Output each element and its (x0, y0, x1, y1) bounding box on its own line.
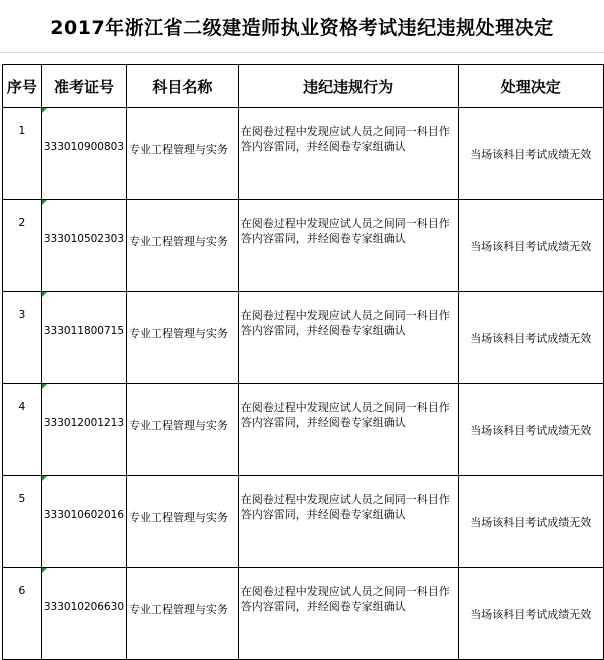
cell-violation[interactable] (238, 108, 458, 200)
number-as-text-indicator-icon (42, 200, 47, 205)
header-row (3, 65, 604, 108)
cell-exam-id-text: 333010602016 (43, 509, 125, 521)
header-violation[interactable]: 违纪违规行为 (238, 65, 458, 108)
cell-violation-text: 在阅卷过程中发现应试人员之间同一科目作答内容雷同，并经阅卷专家组确认 (240, 401, 450, 429)
cell-exam-id-text: 333010206630 (43, 601, 125, 613)
cell-violation[interactable] (238, 200, 458, 292)
cell-decision-text: 当场该科目考试成绩无效 (470, 147, 592, 161)
cell-decision-text: 当场该科目考试成绩无效 (470, 607, 592, 621)
cell-subject-text: 专业工程管理与实务 (129, 143, 229, 156)
cell-seq-text: 2 (18, 216, 26, 229)
cell-seq-text: 4 (18, 400, 26, 413)
cell-violation[interactable] (238, 568, 458, 660)
cell-decision-text: 当场该科目考试成绩无效 (470, 515, 592, 529)
cell-seq-text: 3 (18, 308, 26, 321)
cell-exam-id[interactable] (41, 568, 126, 660)
table-row (3, 108, 604, 200)
cell-seq[interactable] (3, 384, 42, 476)
number-as-text-indicator-icon (42, 108, 47, 113)
number-as-text-indicator-icon (42, 292, 47, 297)
cell-seq-text: 1 (18, 124, 26, 137)
cell-subject-text: 专业工程管理与实务 (129, 603, 229, 616)
cell-exam-id[interactable] (41, 476, 126, 568)
header-subject[interactable]: 科目名称 (127, 65, 239, 108)
cell-decision-text: 当场该科目考试成绩无效 (470, 239, 592, 253)
cell-violation[interactable] (238, 292, 458, 384)
header-decision[interactable]: 处理决定 (458, 65, 603, 108)
cell-exam-id-text: 333012001213 (43, 417, 125, 429)
cell-exam-id[interactable] (41, 292, 126, 384)
cell-decision[interactable] (458, 476, 603, 568)
cell-subject-text: 专业工程管理与实务 (129, 419, 229, 432)
cell-decision[interactable] (458, 384, 603, 476)
number-as-text-indicator-icon (42, 476, 47, 481)
cell-violation-text: 在阅卷过程中发现应试人员之间同一科目作答内容雷同，并经阅卷专家组确认 (240, 493, 450, 521)
cell-seq[interactable] (3, 292, 42, 384)
cell-subject-text: 专业工程管理与实务 (129, 327, 229, 340)
cell-exam-id-text: 333011800715 (43, 325, 125, 337)
cell-subject[interactable] (127, 568, 239, 660)
cell-decision-text: 当场该科目考试成绩无效 (470, 423, 592, 437)
table-row (3, 200, 604, 292)
cell-violation-text: 在阅卷过程中发现应试人员之间同一科目作答内容雷同，并经阅卷专家组确认 (240, 217, 450, 245)
sheet-title[interactable]: 2017年浙江省二级建造师执业资格考试违纪违规处理决定 (0, 0, 604, 53)
violations-table (2, 64, 604, 660)
cell-subject[interactable] (127, 476, 239, 568)
cell-subject[interactable] (127, 200, 239, 292)
header-exam-id[interactable]: 准考证号 (41, 65, 126, 108)
cell-exam-id-text: 333010502303 (43, 233, 125, 245)
table-body (3, 108, 604, 660)
cell-violation-text: 在阅卷过程中发现应试人员之间同一科目作答内容雷同，并经阅卷专家组确认 (240, 125, 450, 153)
cell-subject[interactable] (127, 292, 239, 384)
cell-subject-text: 专业工程管理与实务 (129, 511, 229, 524)
number-as-text-indicator-icon (42, 568, 47, 573)
cell-exam-id-text: 333010900803 (43, 141, 125, 153)
table-row (3, 384, 604, 476)
cell-exam-id[interactable] (41, 108, 126, 200)
cell-violation-text: 在阅卷过程中发现应试人员之间同一科目作答内容雷同，并经阅卷专家组确认 (240, 585, 450, 613)
cell-seq[interactable] (3, 568, 42, 660)
cell-subject[interactable] (127, 384, 239, 476)
header-seq[interactable]: 序号 (3, 65, 42, 108)
cell-exam-id[interactable] (41, 384, 126, 476)
cell-decision-text: 当场该科目考试成绩无效 (470, 331, 592, 345)
cell-decision[interactable] (458, 292, 603, 384)
cell-exam-id[interactable] (41, 200, 126, 292)
table-row (3, 476, 604, 568)
cell-violation[interactable] (238, 476, 458, 568)
number-as-text-indicator-icon (42, 384, 47, 389)
cell-seq[interactable] (3, 200, 42, 292)
cell-decision[interactable] (458, 108, 603, 200)
cell-decision[interactable] (458, 200, 603, 292)
cell-seq[interactable] (3, 476, 42, 568)
cell-seq-text: 6 (18, 584, 26, 597)
cell-violation[interactable] (238, 384, 458, 476)
table-row (3, 292, 604, 384)
cell-seq[interactable] (3, 108, 42, 200)
cell-violation-text: 在阅卷过程中发现应试人员之间同一科目作答内容雷同，并经阅卷专家组确认 (240, 309, 450, 337)
cell-decision[interactable] (458, 568, 603, 660)
cell-seq-text: 5 (18, 492, 26, 505)
empty-row[interactable] (0, 52, 604, 64)
cell-subject-text: 专业工程管理与实务 (129, 235, 229, 248)
table-row (3, 568, 604, 660)
cell-subject[interactable] (127, 108, 239, 200)
